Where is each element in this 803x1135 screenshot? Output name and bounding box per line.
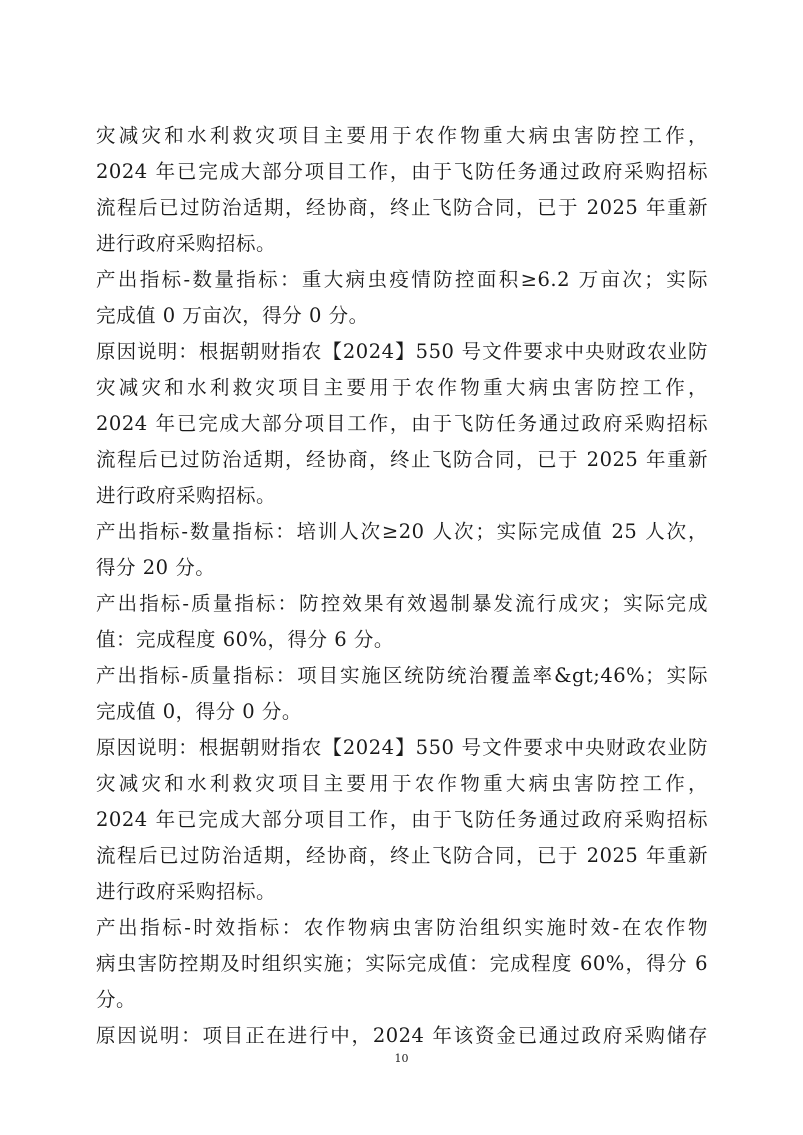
text-line: 进行政府采购招标。 [96,484,277,507]
text-line: 流程后已过防治适期，经协商，终止飞防合同，已于 2025 年重新 [96,196,708,219]
text-line: 完成值 0 万亩次，得分 0 分。 [96,304,369,327]
text-line: 流程后已过防治适期，经协商，终止飞防合同，已于 2025 年重新 [96,844,708,867]
text-line: 进行政府采购招标。 [96,880,277,903]
text-line: 灾减灾和水利救灾项目主要用于农作物重大病虫害防控工作， [96,376,708,399]
text-line: 流程后已过防治适期，经协商，终止飞防合同，已于 2025 年重新 [96,448,708,471]
text-line: 产出指标-时效指标：农作物病虫害防治组织实施时效-在农作物 [96,916,708,939]
text-line: 2024 年已完成大部分项目工作，由于飞防任务通过政府采购招标 [96,808,708,831]
text-line: 进行政府采购招标。 [96,232,277,255]
text-line: 原因说明：项目正在进行中，2024 年该资金已通过政府采购储存 [96,1024,708,1047]
body-text [96,118,708,1054]
text-line: 产出指标-质量指标：项目实施区统防统治覆盖率&gt;46%；实际 [96,664,708,687]
text-line: 产出指标-数量指标：培训人次≥20 人次；实际完成值 25 人次， [96,520,708,543]
text-line: 灾减灾和水利救灾项目主要用于农作物重大病虫害防控工作， [96,124,708,147]
text-line: 灾减灾和水利救灾项目主要用于农作物重大病虫害防控工作， [96,772,708,795]
text-line: 2024 年已完成大部分项目工作，由于飞防任务通过政府采购招标 [96,160,708,183]
text-line: 值：完成程度 60%，得分 6 分。 [96,628,394,651]
text-line: 完成值 0，得分 0 分。 [96,700,302,723]
text-line: 产出指标-数量指标：重大病虫疫情防控面积≥6.2 万亩次；实际 [96,268,708,291]
text-line: 产出指标-质量指标：防控效果有效遏制暴发流行成灾；实际完成 [96,592,708,615]
text-line: 得分 20 分。 [96,556,216,579]
text-line: 原因说明：根据朝财指农【2024】550 号文件要求中央财政农业防 [96,736,708,759]
page-number: 10 [394,1052,409,1065]
text-line: 病虫害防控期及时组织实施；实际完成值：完成程度 60%，得分 6 [96,952,708,975]
text-line: 分。 [96,988,137,1011]
text-line: 原因说明：根据朝财指农【2024】550 号文件要求中央财政农业防 [96,340,708,363]
text-line: 2024 年已完成大部分项目工作，由于飞防任务通过政府采购招标 [96,412,708,435]
